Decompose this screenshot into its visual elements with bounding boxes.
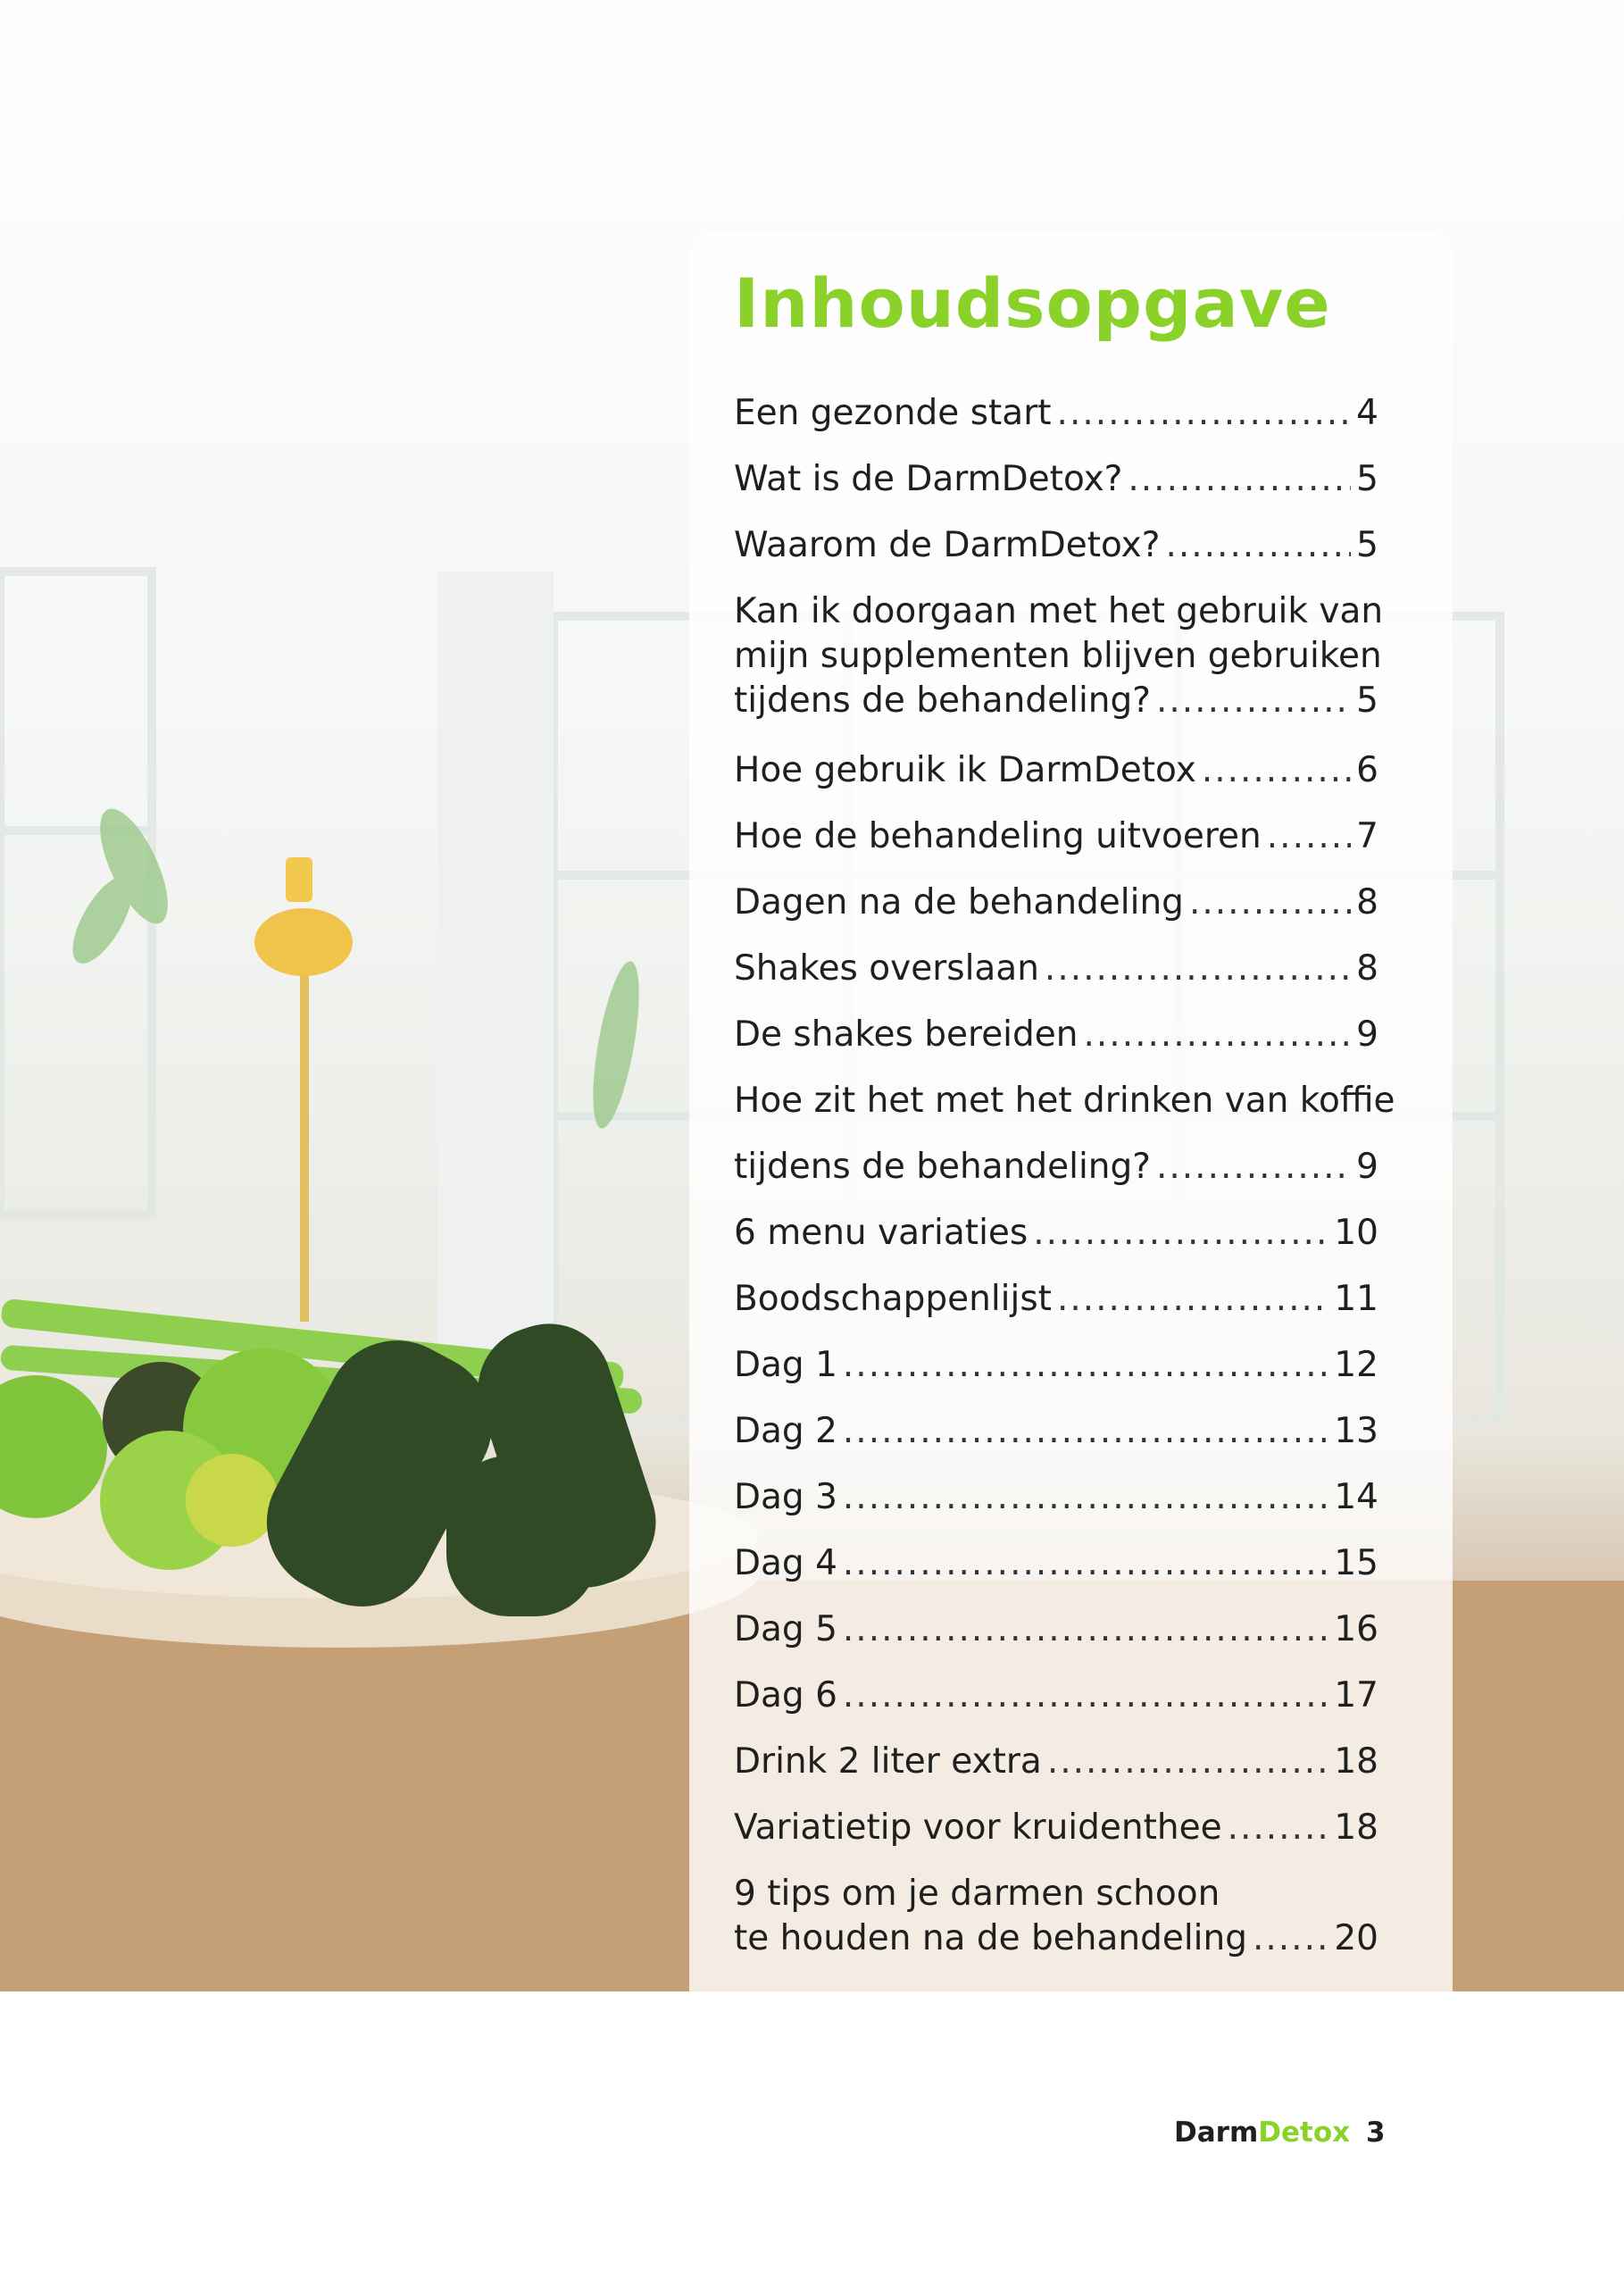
brand-part-detox: Detox xyxy=(1258,2116,1351,2149)
toc-entry-page: 14 xyxy=(1334,1477,1378,1517)
toc-entry-label: Dag 2 xyxy=(734,1411,837,1451)
toc-entry-line xyxy=(734,1872,1378,1916)
toc-entry-label: Dag 3 xyxy=(734,1477,837,1517)
toc-entry[interactable] xyxy=(734,881,1378,925)
toc-entry-label: Dag 1 xyxy=(734,1345,837,1385)
toc-entry-line xyxy=(734,634,1382,679)
toc-entry[interactable] xyxy=(734,1409,1378,1454)
toc-entry[interactable] xyxy=(734,1740,1378,1784)
toc-entry-label: Boodschappenlijst xyxy=(734,1279,1052,1319)
toc-entry-line xyxy=(734,1916,1378,1961)
toc-entry-label: Een gezonde start xyxy=(734,393,1052,433)
toc-entry-line xyxy=(734,457,1378,502)
toc-entry-line xyxy=(734,1277,1378,1322)
toc-dot-leader xyxy=(1156,679,1351,723)
toc-dot-leader xyxy=(843,1541,1328,1586)
toc-entry[interactable] xyxy=(734,1013,1378,1057)
toc-entry-line xyxy=(734,1409,1378,1454)
toc-entry-page: 5 xyxy=(1356,680,1378,721)
toc-dot-leader xyxy=(843,1343,1328,1388)
toc-entry-label: te houden na de behandeling xyxy=(734,1918,1247,1958)
toc-dot-leader xyxy=(1057,1277,1328,1322)
toc-entry-page: 17 xyxy=(1334,1675,1378,1716)
toc-dot-leader xyxy=(843,1607,1328,1652)
toc-entry-page: 7 xyxy=(1356,816,1378,856)
toc-dot-leader xyxy=(1128,457,1351,502)
toc-entry[interactable] xyxy=(734,457,1378,502)
toc-entry-label: tijdens de behandeling? xyxy=(734,680,1151,721)
toc-entry-page: 8 xyxy=(1356,882,1378,922)
toc-dot-leader xyxy=(1189,881,1351,925)
toc-entry[interactable] xyxy=(734,1806,1378,1850)
toc-dot-leader xyxy=(1228,1806,1329,1850)
toc-entry-page: 5 xyxy=(1356,525,1378,565)
toc-dot-leader xyxy=(1156,1145,1351,1190)
toc-entry[interactable] xyxy=(734,1872,1378,1961)
toc-entry-line xyxy=(734,881,1378,925)
toc-entry-line xyxy=(734,679,1378,723)
toc-entry-line xyxy=(734,1079,1395,1123)
page-number: 3 xyxy=(1366,2116,1386,2149)
toc-dot-leader xyxy=(1047,1740,1329,1784)
toc-entry-line xyxy=(734,1475,1378,1520)
toc-entry-line xyxy=(734,1541,1378,1586)
toc-entry-line xyxy=(734,1343,1378,1388)
toc-entry-page: 11 xyxy=(1334,1279,1378,1319)
toc-entry-label: Hoe gebruik ik DarmDetox xyxy=(734,750,1196,790)
toc-entry-label: De shakes bereiden xyxy=(734,1014,1079,1055)
toc-dot-leader xyxy=(843,1475,1328,1520)
toc-entry-page: 18 xyxy=(1334,1807,1378,1848)
toc-entry-label: tijdens de behandeling? xyxy=(734,1147,1151,1187)
toc-entry-page: 4 xyxy=(1356,393,1378,433)
toc-dot-leader xyxy=(1057,391,1352,436)
toc-dot-leader xyxy=(843,1674,1328,1718)
toc-dot-leader xyxy=(1045,947,1351,991)
table-of-contents xyxy=(734,0,1395,1991)
toc-entry-page: 16 xyxy=(1334,1609,1378,1649)
toc-entry-label: Variatietip voor kruidenthee xyxy=(734,1807,1222,1848)
toc-entry-label: Hoe de behandeling uitvoeren xyxy=(734,816,1262,856)
page-title: Inhoudsopgave xyxy=(734,263,1331,343)
toc-entry-page: 20 xyxy=(1334,1918,1378,1958)
toc-entry-page: 13 xyxy=(1334,1411,1378,1451)
toc-entry[interactable] xyxy=(734,1145,1378,1190)
toc-entry-line xyxy=(734,1674,1378,1718)
toc-dot-leader xyxy=(843,1409,1328,1454)
toc-entry-line xyxy=(734,947,1378,991)
toc-entry-line xyxy=(734,814,1378,859)
toc-entry-page: 9 xyxy=(1356,1014,1378,1055)
toc-entry-label: Dag 4 xyxy=(734,1543,837,1583)
toc-entry-line xyxy=(734,1211,1378,1256)
toc-entry[interactable] xyxy=(734,1674,1378,1718)
toc-entry-page: 6 xyxy=(1356,750,1378,790)
toc-entry-label: mijn supplementen blijven gebruiken xyxy=(734,636,1382,676)
toc-entry-line xyxy=(734,391,1378,436)
toc-entry[interactable] xyxy=(734,1541,1378,1586)
toc-dot-leader xyxy=(1202,748,1351,793)
toc-entry-label: Dag 5 xyxy=(734,1609,837,1649)
toc-entry-label: Drink 2 liter extra xyxy=(734,1741,1042,1782)
toc-entry-line xyxy=(734,748,1378,793)
toc-entry-page: 5 xyxy=(1356,459,1378,499)
toc-dot-leader xyxy=(1253,1916,1328,1961)
toc-entry[interactable] xyxy=(734,589,1384,723)
toc-entry-label: Shakes overslaan xyxy=(734,948,1039,989)
toc-entry-label: Dagen na de behandeling xyxy=(734,882,1184,922)
toc-dot-leader xyxy=(1033,1211,1328,1256)
footer-brand xyxy=(1174,2116,1350,2149)
toc-entry-line xyxy=(734,589,1384,634)
toc-entry-line xyxy=(734,1013,1378,1057)
toc-entry-page: 15 xyxy=(1334,1543,1378,1583)
toc-entry[interactable] xyxy=(734,1607,1378,1652)
brand-part-darm: Darm xyxy=(1174,2116,1259,2149)
toc-entry-line xyxy=(734,1145,1378,1190)
toc-entry-label: Waarom de DarmDetox? xyxy=(734,525,1161,565)
toc-entry[interactable] xyxy=(734,1475,1378,1520)
toc-entry[interactable] xyxy=(734,1343,1378,1388)
toc-entry-label: Wat is de DarmDetox? xyxy=(734,459,1123,499)
toc-entry[interactable] xyxy=(734,748,1378,793)
toc-entry[interactable] xyxy=(734,1079,1395,1123)
toc-entry-label: 9 tips om je darmen schoon xyxy=(734,1874,1220,1914)
toc-entry-page: 18 xyxy=(1334,1741,1378,1782)
toc-dot-leader xyxy=(1084,1013,1352,1057)
toc-entry-page: 8 xyxy=(1356,948,1378,989)
toc-entry[interactable] xyxy=(734,814,1378,859)
toc-dot-leader xyxy=(1267,814,1351,859)
toc-entry[interactable] xyxy=(734,1277,1378,1322)
toc-entry-label: Dag 6 xyxy=(734,1675,837,1716)
toc-entry-line xyxy=(734,523,1378,568)
toc-entry-line xyxy=(734,1740,1378,1784)
toc-entry[interactable] xyxy=(734,947,1378,991)
toc-entry-line xyxy=(734,1806,1378,1850)
toc-entry-page: 10 xyxy=(1334,1213,1378,1253)
toc-entry-label: 6 menu variaties xyxy=(734,1213,1029,1253)
toc-entry-line xyxy=(734,1607,1378,1652)
toc-entry[interactable] xyxy=(734,523,1378,568)
toc-entry-label: Hoe zit het met het drinken van koffie xyxy=(734,1081,1395,1121)
toc-entry-page: 9 xyxy=(1356,1147,1378,1187)
toc-entry[interactable] xyxy=(734,1211,1378,1256)
toc-entry-label: Kan ik doorgaan met het gebruik van xyxy=(734,591,1384,631)
toc-dot-leader xyxy=(1165,523,1351,568)
toc-entry[interactable] xyxy=(734,391,1378,436)
toc-entry-page: 12 xyxy=(1334,1345,1378,1385)
